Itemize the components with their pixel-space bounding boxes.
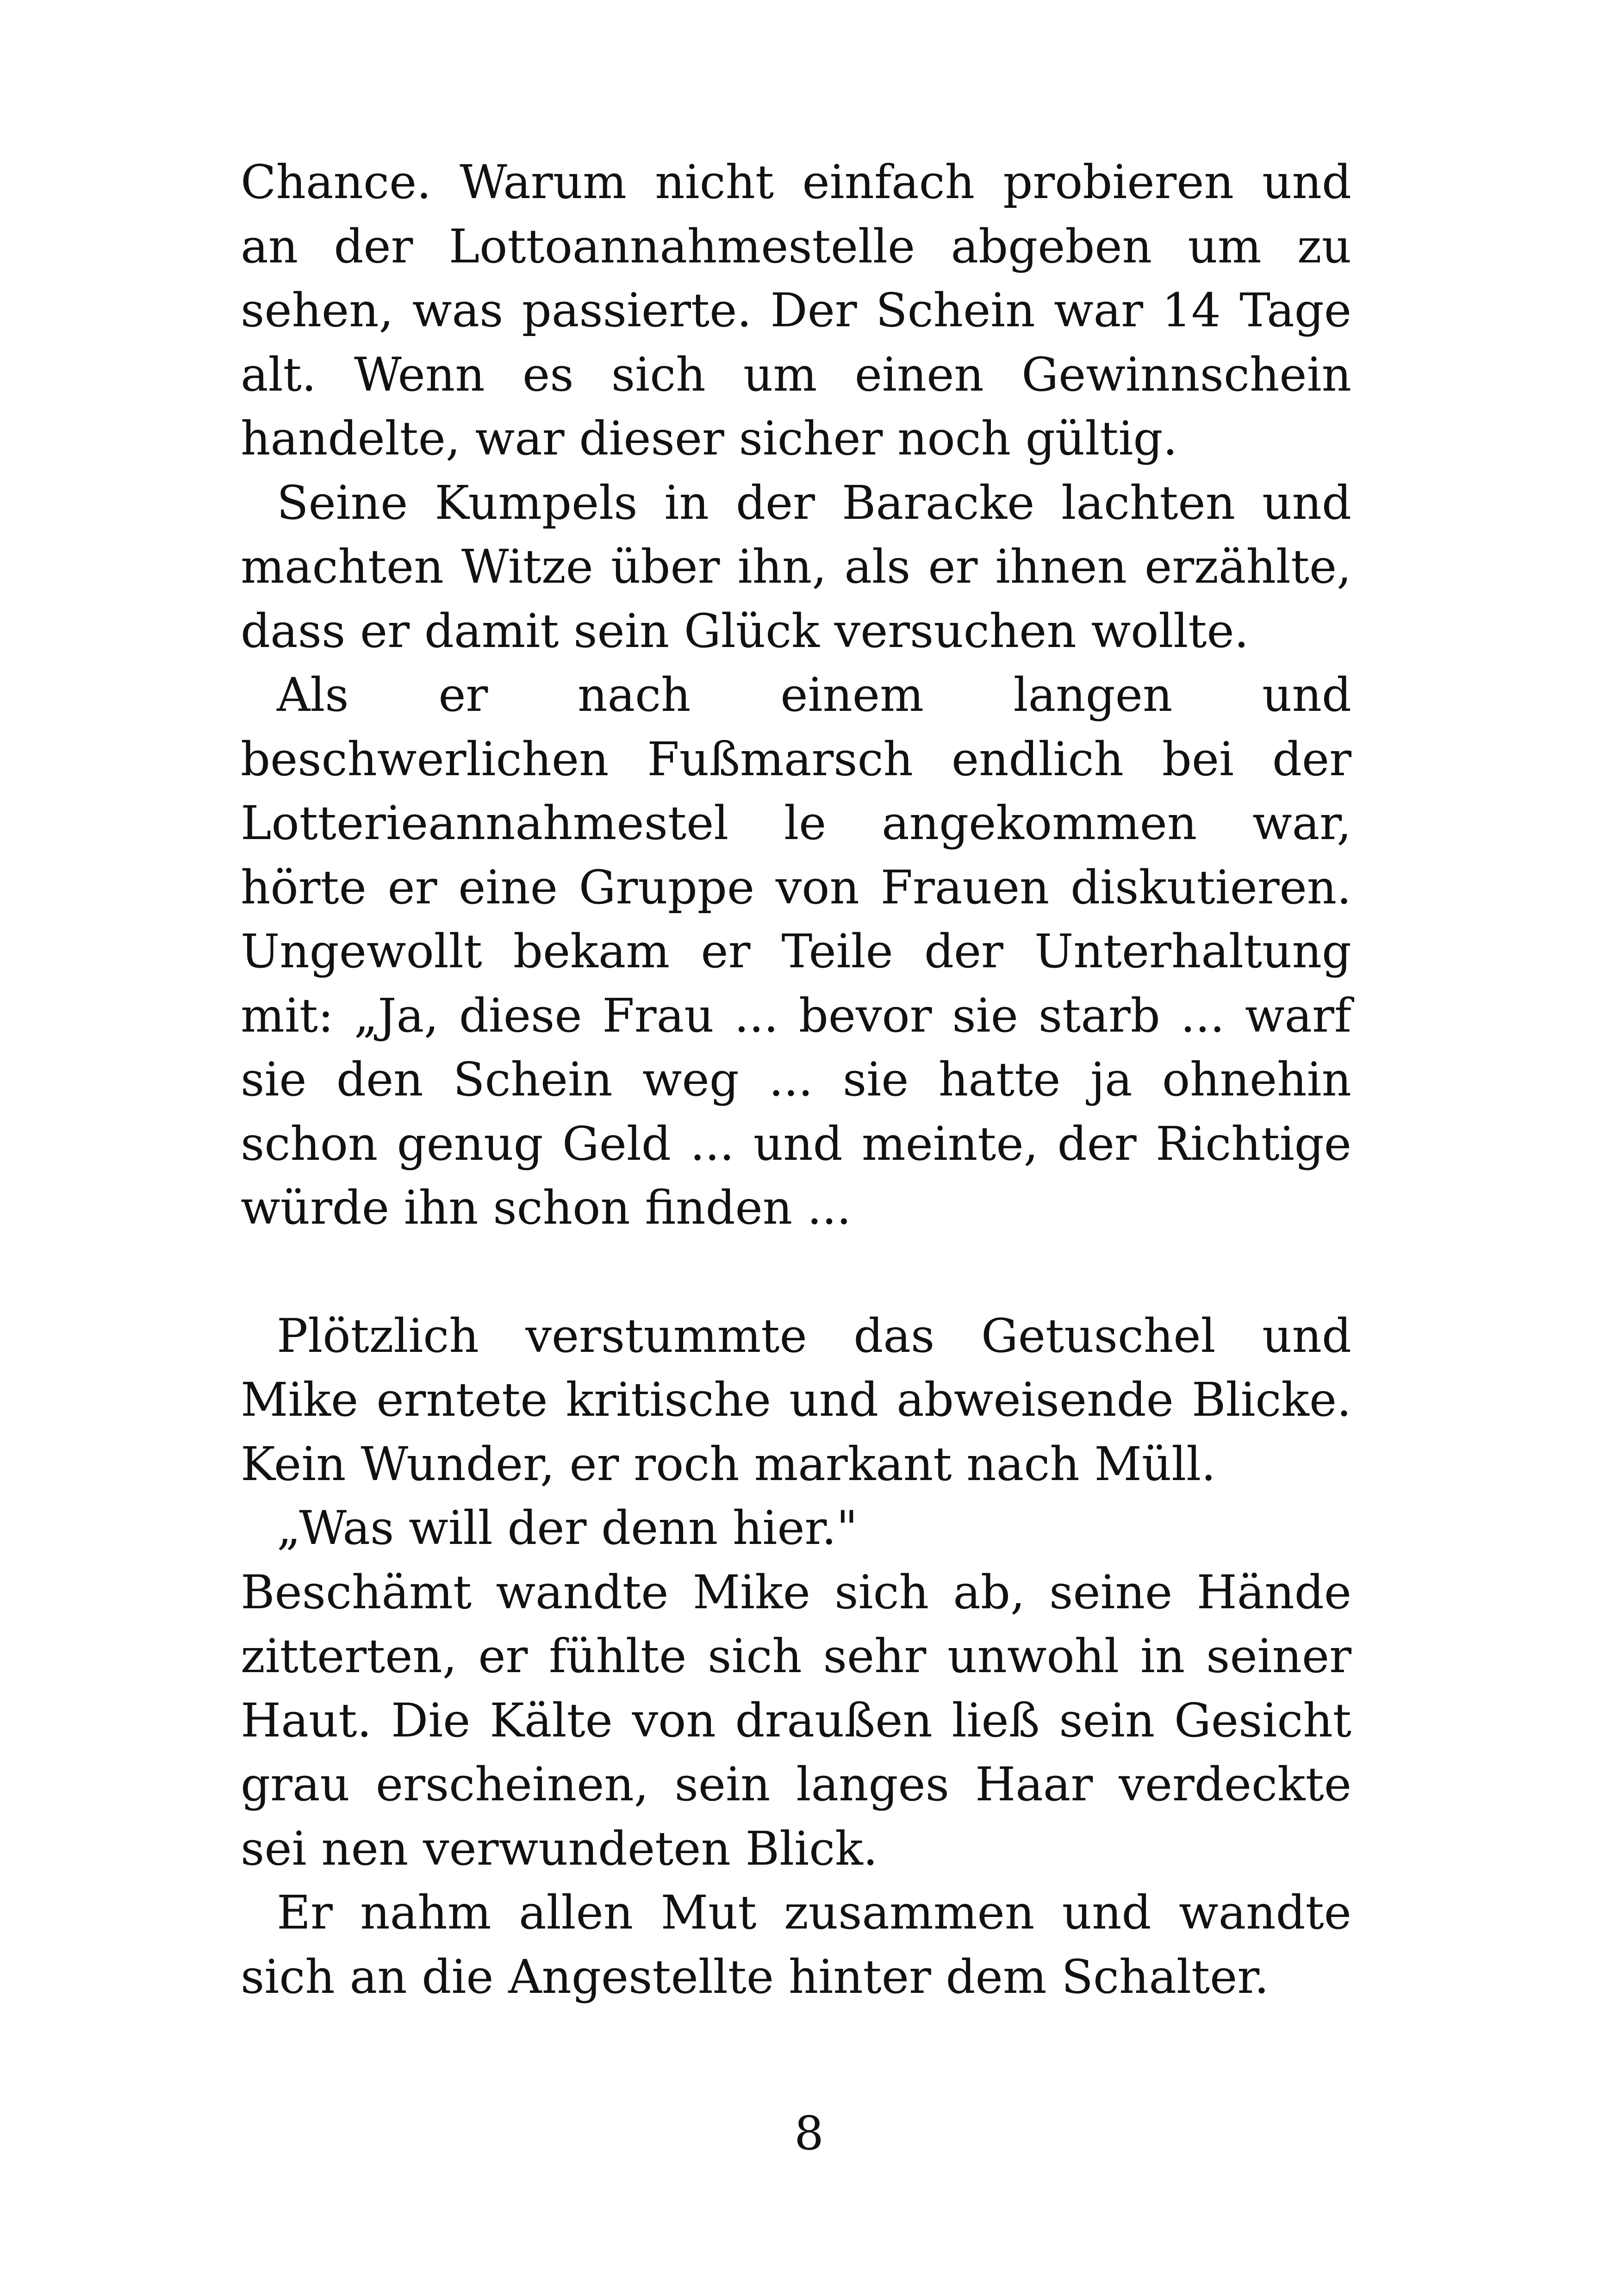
paragraph-4: Plötzlich verstummte das Getuschel und Mike erntete kritische und abweisende Blicke. Kein Wunder, er roch markant nach Müll. bbox=[241, 1308, 1351, 1491]
page-number: 8 bbox=[794, 2106, 824, 2160]
paragraph-1: Chance. Warum nicht einfach probieren und an der Lottoannahmestelle abgeben um zu sehen, was passierte. Der Schein war 14 Tage alt. Wenn es sich um einen Gewinnschein handelte, war dieser sicher noch gültig. bbox=[241, 155, 1351, 466]
body-text bbox=[241, 150, 1351, 2009]
paragraph-7: Er nahm allen Mut zusammen und wandte sich an die Angestellte hinter dem Schalter. bbox=[241, 1885, 1351, 2004]
paragraph-2: Seine Kumpels in der Baracke lachten und machten Witze über ihn, als er ihnen erzählte, dass er damit sein Glück versuchen wollte. bbox=[241, 475, 1351, 658]
paragraph-6: Beschämt wandte Mike sich ab, seine Hände zitterten, er fühlte sich sehr unwohl in seiner Haut. Die Kälte von draußen ließ sein Gesicht grau erscheinen, sein langes Haar verdeckte sei nen verwundeten Blick. bbox=[241, 1565, 1351, 1876]
paragraph-5: „Was will der denn hier." bbox=[277, 1501, 858, 1555]
paragraph-3: Als er nach einem langen und beschwerlichen Fußmarsch endlich bei der Lotterieannahmestel le angekommen war, hörte er eine Gruppe von Frauen diskutieren. Ungewollt bekam er Teile der Unterhaltung mit: „Ja, diese Frau ... bevor sie starb ... warf sie den Schein weg ... sie hatte ja ohnehin schon genug Geld ... und meinte, der Richtige würde ihn schon finden ... bbox=[241, 668, 1351, 1235]
